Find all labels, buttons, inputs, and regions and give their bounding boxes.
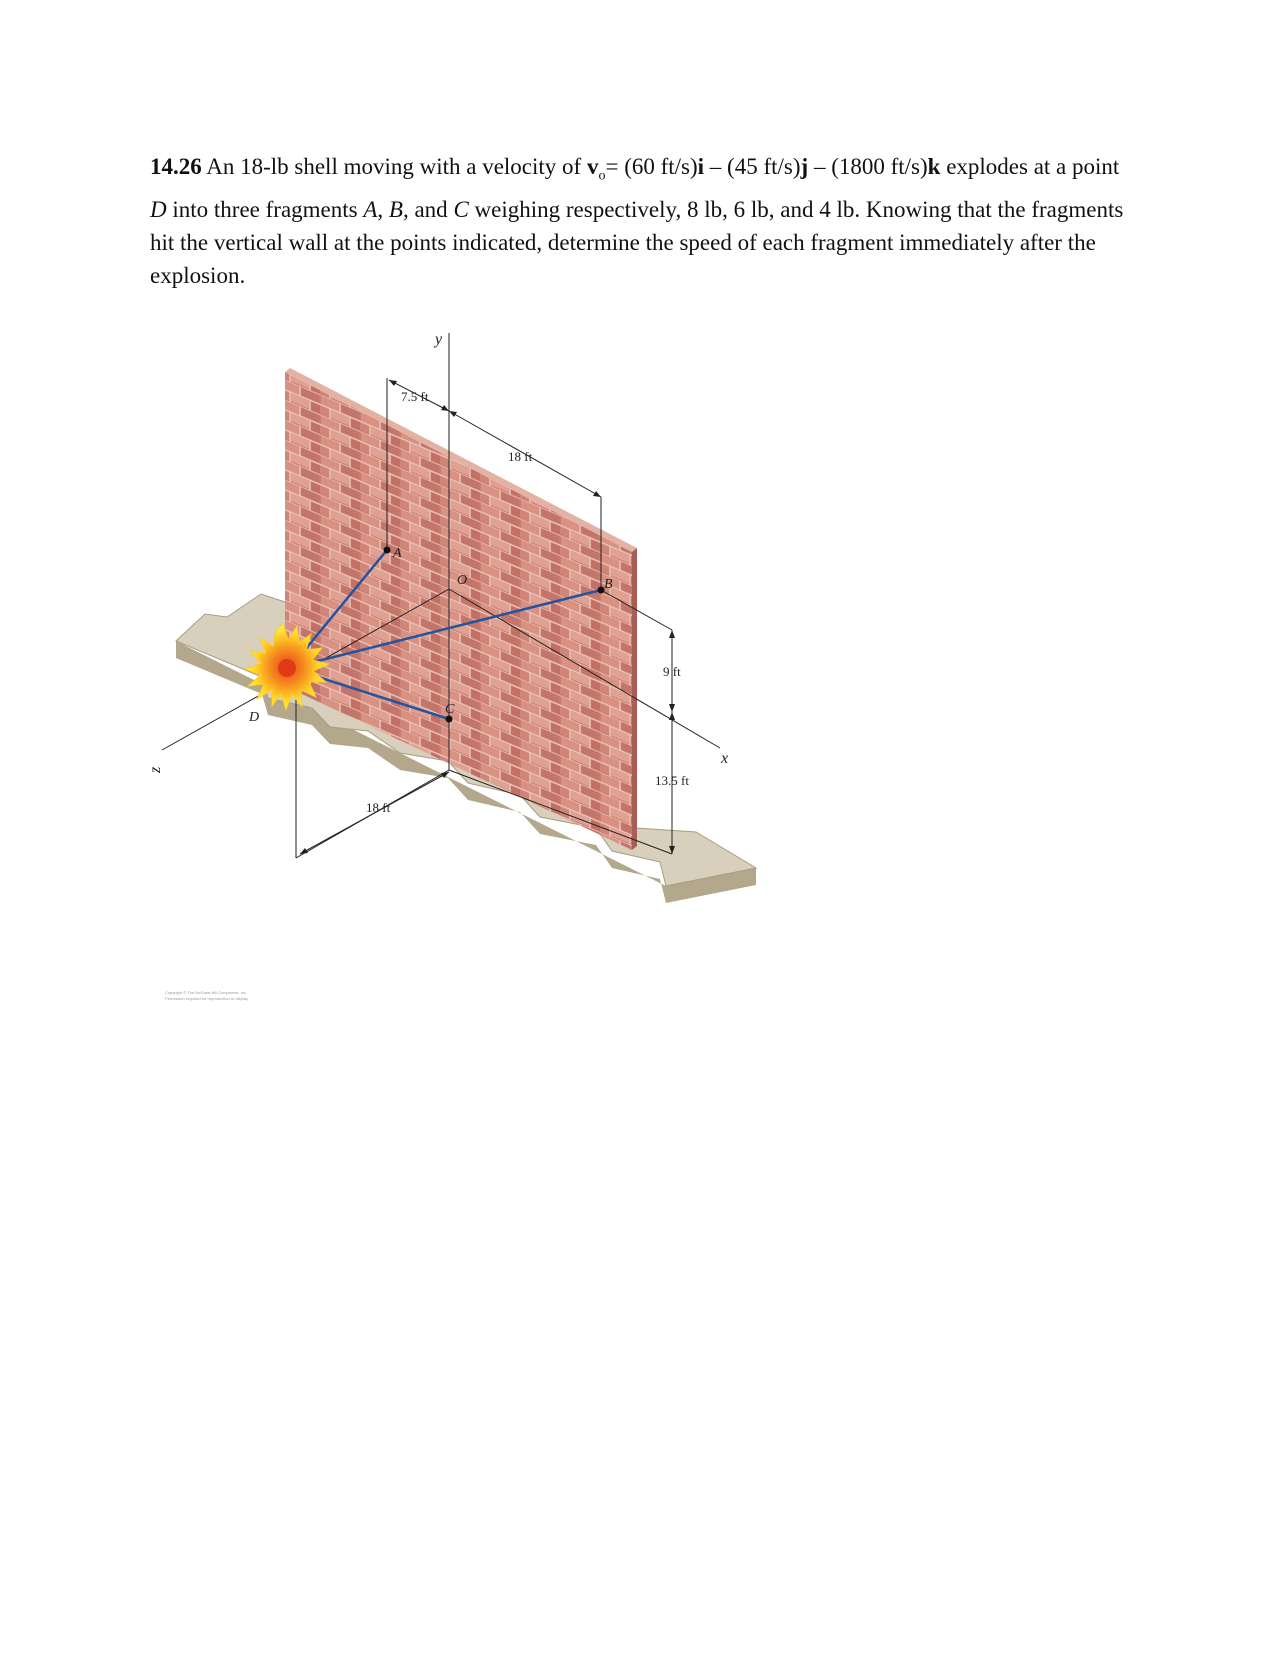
velocity-symbol: v xyxy=(586,154,599,179)
dim-7-5-label: 7.5 ft xyxy=(401,389,429,404)
copyright-line-1: Copyright © The McGraw-Hill Companies, Inc. xyxy=(165,990,248,995)
axis-x-label: x xyxy=(721,750,729,767)
dim-18-top-label: 18 ft xyxy=(508,449,533,464)
problem-text-4: – (1800 ft/s) xyxy=(808,154,928,179)
point-a-label: A xyxy=(393,546,402,561)
dim-13-5-label: 13.5 ft xyxy=(655,773,689,788)
point-a-marker xyxy=(384,547,391,554)
explosion-core xyxy=(278,659,296,677)
point-d-label: D xyxy=(249,710,260,725)
problem-text-3: – (45 ft/s) xyxy=(704,154,801,179)
unit-vector-i: i xyxy=(697,154,705,179)
fragment-c-text: C xyxy=(453,196,469,222)
dim-18-bottom-label: 18 ft xyxy=(366,800,391,815)
problem-text-7: weighing respectively, 8 lb, 6 lb, and 4 lb. Knowing that the fragments hit the vertical wall at the points indicated, determine the speed of each fragment immediately after the explosion. xyxy=(150,196,1124,288)
problem-text-5: explodes at a point xyxy=(940,154,1120,179)
dim-9-label: 9 ft xyxy=(663,664,681,679)
axis-y-label: y xyxy=(435,331,443,348)
problem-text-2: = (60 ft/s) xyxy=(605,154,698,179)
point-b-label: B xyxy=(604,577,613,592)
copyright-line-2: Permission required for reproduction or display. xyxy=(165,996,249,1001)
separator-2: , and xyxy=(402,196,454,222)
point-o-label: O xyxy=(457,573,468,588)
problem-text-1: An 18-lb shell moving with a velocity of xyxy=(201,154,587,179)
separator-1: , xyxy=(377,196,389,222)
fragment-a-text: A xyxy=(363,196,378,222)
velocity-subscript: o xyxy=(598,168,606,184)
unit-vector-k: k xyxy=(927,154,941,179)
fragment-b-text: B xyxy=(388,196,403,222)
problem-number: 14.26 xyxy=(150,154,202,179)
point-d-text: D xyxy=(150,196,167,222)
point-c-label: C xyxy=(445,702,455,717)
problem-text-6: into three fragments xyxy=(166,196,364,222)
unit-vector-j: j xyxy=(800,154,809,179)
axis-z-label: z xyxy=(147,766,164,773)
